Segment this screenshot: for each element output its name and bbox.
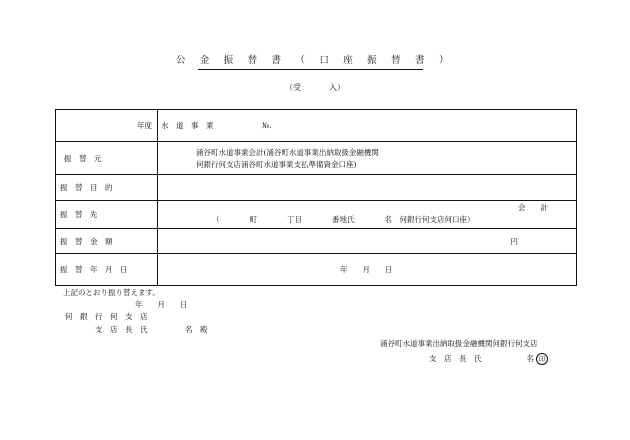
transfer-date-value: 年 月 日 bbox=[340, 265, 393, 274]
issuer-organization: 涌谷町水道事業出納取扱金融機関何銀行何支店 bbox=[380, 339, 538, 348]
label-destination: 振 替 先 bbox=[60, 210, 98, 219]
statement-text: 上記のとおり振り替えます。 bbox=[63, 288, 160, 297]
subtitle-left: （受 bbox=[285, 83, 301, 92]
label-cell-year bbox=[56, 110, 158, 142]
label-transfer-date: 振 替 年 月 日 bbox=[60, 265, 128, 274]
issuer-manager-text: 支 店 長 氏 名 bbox=[429, 354, 534, 363]
water-business-label: 水 道 事 業 bbox=[161, 121, 214, 130]
account-label: 会 計 bbox=[518, 203, 548, 212]
row-transfer-date bbox=[56, 254, 577, 286]
row-purpose bbox=[56, 175, 577, 201]
label-cell-date bbox=[56, 254, 158, 286]
label-purpose: 振 替 目 的 bbox=[60, 183, 113, 192]
issuer-manager bbox=[429, 353, 548, 365]
number-label: №. bbox=[262, 121, 272, 130]
subtitle-right: 入） bbox=[329, 83, 345, 92]
value-cell-destination[interactable] bbox=[158, 201, 577, 229]
destination-address: （ 町 丁目 番地氏 名 何銀行何支店何口座） bbox=[212, 215, 475, 224]
row-amount bbox=[56, 229, 577, 254]
document-title: 公 金 振 替 書 （ 口 座 振 替 書 ） bbox=[175, 55, 455, 66]
issue-date: 年 月 日 bbox=[135, 300, 188, 309]
seal-mark: 印 bbox=[536, 353, 548, 365]
transfer-form-table bbox=[55, 109, 577, 286]
yen-unit: 円 bbox=[510, 237, 518, 246]
document-subtitle bbox=[0, 84, 630, 92]
recipient-manager: 支 店 長 氏 名 殿 bbox=[95, 325, 208, 334]
source-line-1: 涌谷町水道事業会計(涌谷町水道事業出納取扱金融機関 bbox=[196, 148, 379, 157]
label-source: 振 替 元 bbox=[64, 153, 102, 163]
label-cell-purpose bbox=[56, 175, 158, 201]
label-amount: 振 替 金 額 bbox=[60, 236, 113, 246]
label-cell-source bbox=[56, 142, 158, 175]
row-source bbox=[56, 142, 577, 175]
value-cell-year[interactable] bbox=[158, 110, 577, 142]
value-cell-source[interactable] bbox=[158, 142, 577, 175]
recipient-bank: 何 銀 行 何 支 店 bbox=[65, 312, 148, 321]
label-cell-destination bbox=[56, 201, 158, 229]
row-destination bbox=[56, 201, 577, 229]
label-year: 年度 bbox=[137, 121, 152, 130]
value-cell-date[interactable] bbox=[158, 254, 577, 286]
label-cell-amount bbox=[56, 229, 158, 254]
row-fiscal-year bbox=[56, 110, 577, 142]
value-cell-purpose[interactable] bbox=[158, 175, 577, 201]
source-line-2: 何銀行何支店涌谷町水道事業支払準備資金口座) bbox=[196, 160, 357, 169]
title-underline bbox=[198, 69, 423, 70]
value-cell-amount[interactable] bbox=[158, 229, 577, 254]
